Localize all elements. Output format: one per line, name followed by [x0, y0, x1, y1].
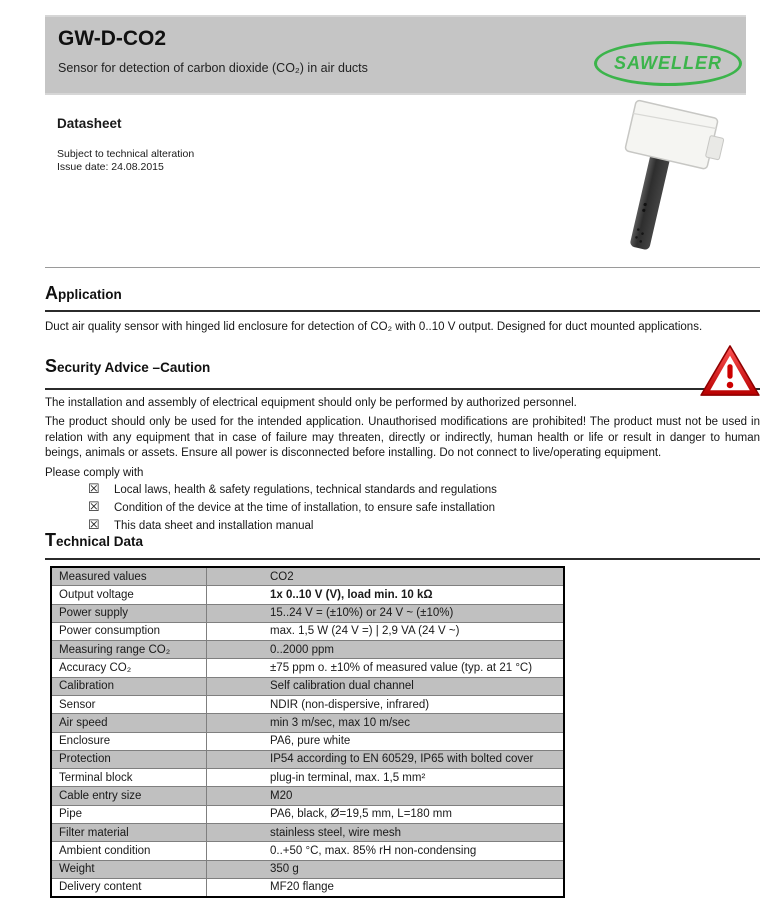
spec-label: Cable entry size [52, 787, 207, 804]
header-band [45, 15, 746, 95]
checklist-item [88, 499, 728, 517]
spec-value: NDIR (non-dispersive, infrared) [270, 698, 430, 711]
spec-value: IP54 according to EN 60529, IP65 with bolted cover [270, 753, 534, 766]
spec-value: plug-in terminal, max. 1,5 mm² [270, 771, 426, 784]
spec-label: Pipe [52, 806, 207, 823]
product-photo [588, 96, 753, 261]
spec-label: Output voltage [52, 586, 207, 603]
table-row [52, 568, 563, 586]
security-paragraph-2: The product should only be used for the intended application. Unauthorised modifications are prohibited! The product must not be used in relation with any equipment that in case of failure may threaten, directly or indirectly, human health or life or result in danger to human beings, animals or assets. Ensure all power is disconnected before installing. Do not connect to live/operating equipment. [45, 416, 760, 459]
table-row [52, 879, 563, 896]
spec-value: 0..+50 °C, max. 85% rH non-condensing [270, 844, 477, 857]
table-row [52, 678, 563, 696]
table-row [52, 641, 563, 659]
checked-checkbox-icon: ☒ [88, 516, 100, 532]
table-row [52, 751, 563, 769]
spec-label: Measured values [52, 568, 207, 585]
spec-label: Air speed [52, 714, 207, 731]
spec-value: PA6, pure white [270, 735, 351, 748]
checklist-item [88, 481, 728, 499]
spec-value: min 3 m/sec, max 10 m/sec [270, 716, 410, 729]
spec-value: 350 g [270, 863, 299, 876]
spec-label: Calibration [52, 678, 207, 695]
spec-label: Power consumption [52, 623, 207, 640]
spec-value: stainless steel, wire mesh [270, 826, 402, 839]
checklist-item-label: Condition of the device at the time of installation, to ensure safe installation [114, 501, 496, 514]
spec-value: CO2 [270, 570, 294, 583]
table-row [52, 733, 563, 751]
warning-triangle-icon [699, 344, 761, 398]
spec-label: Ambient condition [52, 842, 207, 859]
checked-checkbox-icon: ☒ [88, 481, 100, 496]
spec-value: M20 [270, 790, 293, 803]
spec-label: Power supply [52, 605, 207, 622]
checklist-item-label: Local laws, health & safety regulations, technical standards and regulations [114, 484, 497, 496]
spec-value: Self calibration dual channel [270, 680, 414, 693]
security-advice-heading: Security Advice –Caution [45, 356, 760, 390]
security-paragraph-1: The installation and assembly of electrical equipment should only be performed by authorized personnel. [45, 397, 577, 409]
table-row [52, 824, 563, 842]
doc-type-heading: Datasheet [57, 116, 122, 131]
table-row [52, 586, 563, 604]
logo-text: SAWELLER [613, 53, 722, 73]
spec-label: Protection [52, 751, 207, 768]
spec-label: Measuring range CO₂ [52, 641, 207, 658]
table-row [52, 659, 563, 677]
table-row [52, 714, 563, 732]
spec-label: Accuracy CO₂ [52, 659, 207, 676]
technical-data-heading: Technical Data [45, 530, 760, 560]
application-text: Duct air quality sensor with hinged lid enclosure for detection of CO₂ with 0..10 V output. Designed for duct mounted applications. [45, 321, 703, 333]
spec-value: MF20 flange [270, 881, 334, 894]
table-row [52, 787, 563, 805]
table-row [52, 806, 563, 824]
checklist-item-label: This data sheet and installation manual [114, 519, 314, 532]
divider-line [45, 267, 760, 268]
alteration-note: Subject to technical alteration [57, 148, 195, 160]
comply-checklist [88, 481, 728, 534]
spec-value: max. 1,5 W (24 V =) | 2,9 VA (24 V ~) [270, 625, 460, 638]
comply-intro: Please comply with [45, 467, 144, 479]
spec-label: Filter material [52, 824, 207, 841]
sensor-pipe [629, 152, 670, 250]
table-row [52, 696, 563, 714]
spec-value: 0..2000 ppm [270, 643, 334, 656]
technical-data-table [50, 566, 565, 898]
spec-label: Sensor [52, 696, 207, 713]
spec-label: Enclosure [52, 733, 207, 750]
spec-value: 1x 0..10 V (V), load min. 10 kΩ [270, 588, 433, 601]
product-subtitle: Sensor for detection of carbon dioxide (CO₂) in air ducts [58, 61, 368, 75]
table-row [52, 605, 563, 623]
table-row [52, 861, 563, 879]
spec-value: 15..24 V = (±10%) or 24 V ~ (±10%) [270, 607, 454, 620]
table-row [52, 769, 563, 787]
spec-label: Terminal block [52, 769, 207, 786]
checked-checkbox-icon: ☒ [88, 498, 100, 514]
product-title: GW-D-CO2 [58, 27, 167, 50]
application-heading: Application [45, 283, 760, 312]
saweller-logo [594, 41, 742, 86]
issue-date: Issue date: 24.08.2015 [57, 161, 164, 173]
spec-label: Delivery content [52, 879, 207, 896]
table-row [52, 842, 563, 860]
spec-value: PA6, black, Ø=19,5 mm, L=180 mm [270, 808, 452, 821]
sensor-enclosure [625, 100, 719, 170]
table-row [52, 623, 563, 641]
spec-value: ±75 ppm o. ±10% of measured value (typ. at 21 °C) [270, 662, 533, 675]
spec-label: Weight [52, 861, 207, 878]
